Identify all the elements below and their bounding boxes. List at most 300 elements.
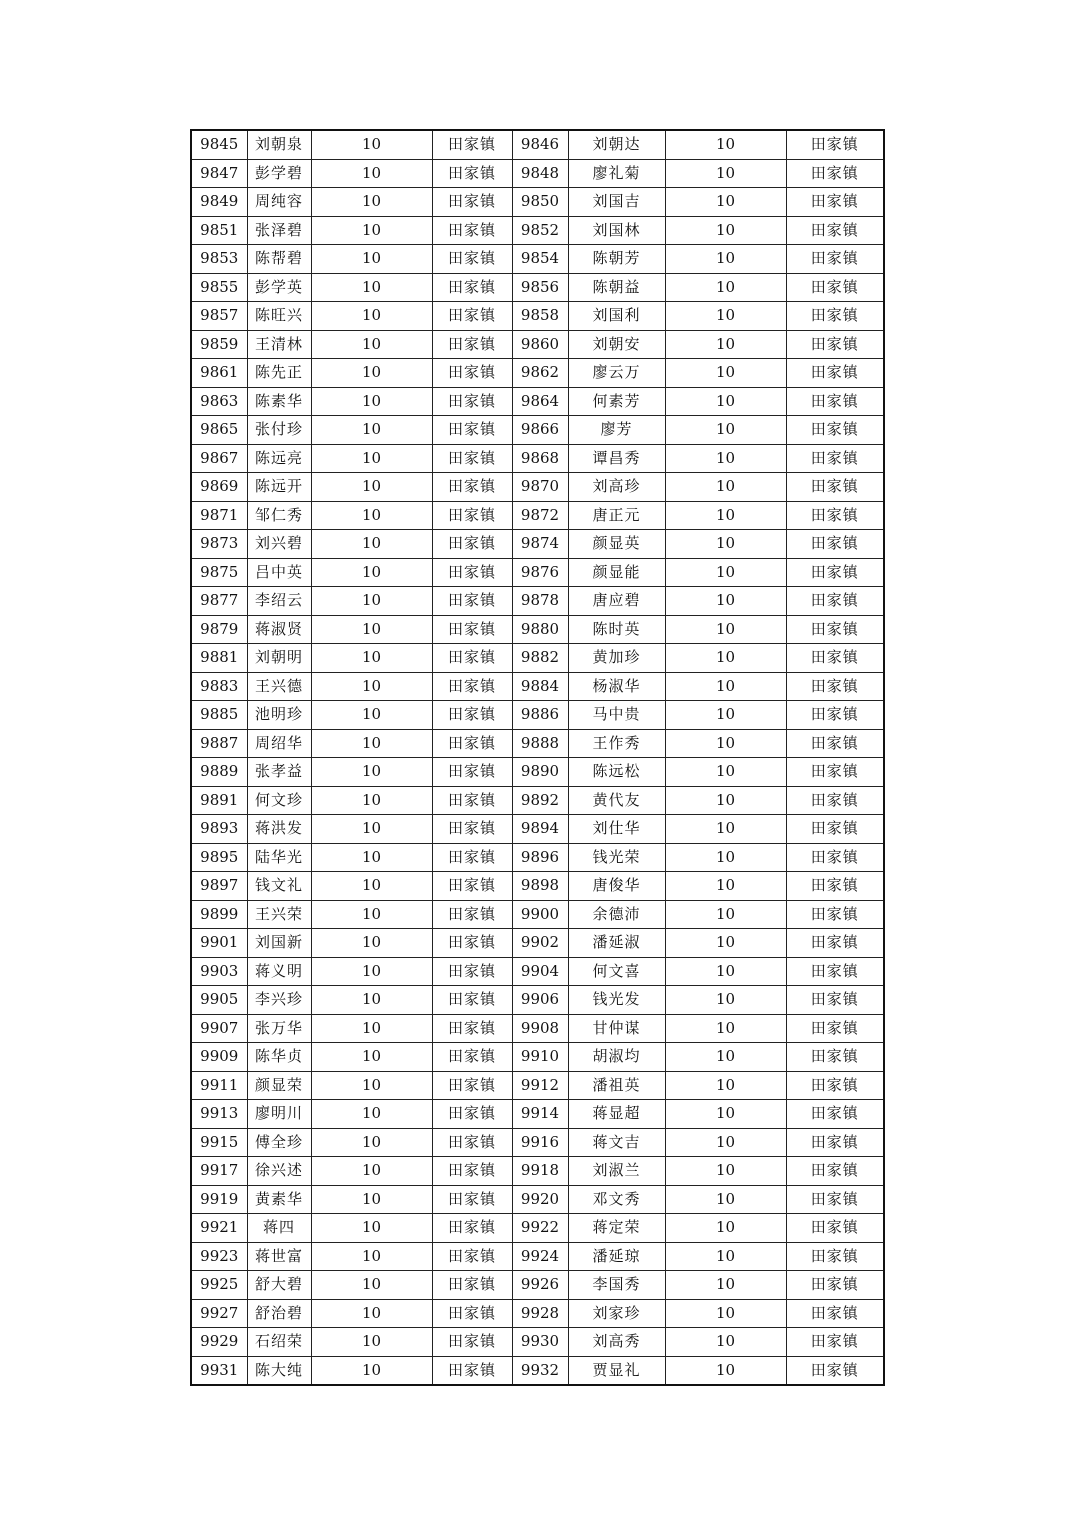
table-row	[191, 615, 884, 644]
person-name-cell: 廖礼菊	[568, 159, 665, 188]
table-row	[191, 986, 884, 1015]
table-row	[191, 1242, 884, 1271]
record-number-cell: 9892	[512, 786, 568, 815]
town-name-cell: 田家镇	[432, 159, 512, 188]
town-name-cell: 田家镇	[432, 359, 512, 388]
person-name-cell: 陆华光	[247, 843, 311, 872]
person-name-cell: 何素芳	[568, 387, 665, 416]
person-name-cell: 廖云万	[568, 359, 665, 388]
town-name-cell: 田家镇	[786, 957, 884, 986]
record-number-cell: 9918	[512, 1157, 568, 1186]
amount-cell: 10	[665, 558, 786, 587]
person-name-cell: 甘仲谋	[568, 1014, 665, 1043]
table-row	[191, 245, 884, 274]
town-name-cell: 田家镇	[432, 302, 512, 331]
town-name-cell: 田家镇	[432, 558, 512, 587]
person-name-cell: 黄代友	[568, 786, 665, 815]
amount-cell: 10	[311, 1356, 432, 1385]
record-number-cell: 9864	[512, 387, 568, 416]
amount-cell: 10	[665, 1242, 786, 1271]
amount-cell: 10	[665, 786, 786, 815]
record-number-cell: 9915	[191, 1128, 247, 1157]
town-name-cell: 田家镇	[432, 1071, 512, 1100]
record-number-cell: 9919	[191, 1185, 247, 1214]
table-row	[191, 1014, 884, 1043]
table-row	[191, 444, 884, 473]
town-name-cell: 田家镇	[786, 1100, 884, 1129]
record-number-cell: 9853	[191, 245, 247, 274]
record-number-cell: 9898	[512, 872, 568, 901]
town-name-cell: 田家镇	[432, 1043, 512, 1072]
record-number-cell: 9910	[512, 1043, 568, 1072]
table-row	[191, 159, 884, 188]
amount-cell: 10	[665, 444, 786, 473]
person-name-cell: 钱光发	[568, 986, 665, 1015]
amount-cell: 10	[665, 872, 786, 901]
person-name-cell: 杨淑华	[568, 672, 665, 701]
amount-cell: 10	[665, 1100, 786, 1129]
person-name-cell: 唐正元	[568, 501, 665, 530]
record-number-cell: 9885	[191, 701, 247, 730]
amount-cell: 10	[311, 815, 432, 844]
record-number-cell: 9886	[512, 701, 568, 730]
amount-cell: 10	[311, 644, 432, 673]
person-name-cell: 刘兴碧	[247, 530, 311, 559]
amount-cell: 10	[665, 843, 786, 872]
person-name-cell: 舒大碧	[247, 1271, 311, 1300]
person-name-cell: 陈素华	[247, 387, 311, 416]
amount-cell: 10	[311, 701, 432, 730]
town-name-cell: 田家镇	[786, 387, 884, 416]
record-number-cell: 9854	[512, 245, 568, 274]
amount-cell: 10	[665, 1271, 786, 1300]
person-name-cell: 颜显荣	[247, 1071, 311, 1100]
record-number-cell: 9893	[191, 815, 247, 844]
person-name-cell: 蒋义明	[247, 957, 311, 986]
record-number-cell: 9923	[191, 1242, 247, 1271]
person-name-cell: 王兴德	[247, 672, 311, 701]
amount-cell: 10	[311, 986, 432, 1015]
town-name-cell: 田家镇	[432, 188, 512, 217]
amount-cell: 10	[665, 729, 786, 758]
town-name-cell: 田家镇	[432, 1128, 512, 1157]
amount-cell: 10	[311, 473, 432, 502]
person-name-cell: 傅全珍	[247, 1128, 311, 1157]
town-name-cell: 田家镇	[786, 1157, 884, 1186]
person-name-cell: 王清林	[247, 330, 311, 359]
town-name-cell: 田家镇	[786, 644, 884, 673]
town-name-cell: 田家镇	[432, 501, 512, 530]
record-number-cell: 9845	[191, 130, 247, 159]
amount-cell: 10	[665, 387, 786, 416]
record-number-cell: 9880	[512, 615, 568, 644]
table-row	[191, 758, 884, 787]
amount-cell: 10	[311, 786, 432, 815]
amount-cell: 10	[665, 130, 786, 159]
record-number-cell: 9927	[191, 1299, 247, 1328]
person-name-cell: 胡淑均	[568, 1043, 665, 1072]
record-number-cell: 9852	[512, 216, 568, 245]
town-name-cell: 田家镇	[432, 530, 512, 559]
amount-cell: 10	[665, 1185, 786, 1214]
table-row	[191, 188, 884, 217]
amount-cell: 10	[665, 273, 786, 302]
table-row	[191, 1157, 884, 1186]
person-name-cell: 李国秀	[568, 1271, 665, 1300]
record-number-cell: 9917	[191, 1157, 247, 1186]
town-name-cell: 田家镇	[786, 843, 884, 872]
town-name-cell: 田家镇	[786, 615, 884, 644]
amount-cell: 10	[665, 216, 786, 245]
table-row	[191, 1071, 884, 1100]
amount-cell: 10	[665, 929, 786, 958]
person-name-cell: 贾显礼	[568, 1356, 665, 1385]
record-number-cell: 9900	[512, 900, 568, 929]
amount-cell: 10	[665, 815, 786, 844]
town-name-cell: 田家镇	[432, 245, 512, 274]
record-number-cell: 9932	[512, 1356, 568, 1385]
record-number-cell: 9905	[191, 986, 247, 1015]
amount-cell: 10	[665, 359, 786, 388]
record-number-cell: 9889	[191, 758, 247, 787]
record-number-cell: 9922	[512, 1214, 568, 1243]
table-row	[191, 273, 884, 302]
amount-cell: 10	[665, 330, 786, 359]
person-name-cell: 蒋世富	[247, 1242, 311, 1271]
town-name-cell: 田家镇	[432, 330, 512, 359]
town-name-cell: 田家镇	[432, 843, 512, 872]
amount-cell: 10	[665, 245, 786, 274]
record-number-cell: 9878	[512, 587, 568, 616]
town-name-cell: 田家镇	[786, 501, 884, 530]
amount-cell: 10	[311, 1071, 432, 1100]
town-name-cell: 田家镇	[786, 1328, 884, 1357]
person-name-cell: 李兴珍	[247, 986, 311, 1015]
town-name-cell: 田家镇	[432, 729, 512, 758]
amount-cell: 10	[311, 501, 432, 530]
amount-cell: 10	[311, 1242, 432, 1271]
person-name-cell: 廖芳	[568, 416, 665, 445]
person-name-cell: 邹仁秀	[247, 501, 311, 530]
town-name-cell: 田家镇	[786, 130, 884, 159]
record-number-cell: 9906	[512, 986, 568, 1015]
record-number-cell: 9879	[191, 615, 247, 644]
town-name-cell: 田家镇	[786, 672, 884, 701]
record-number-cell: 9931	[191, 1356, 247, 1385]
person-name-cell: 李绍云	[247, 587, 311, 616]
person-name-cell: 陈时英	[568, 615, 665, 644]
amount-cell: 10	[311, 1271, 432, 1300]
table-row	[191, 1328, 884, 1357]
record-number-cell: 9851	[191, 216, 247, 245]
town-name-cell: 田家镇	[786, 302, 884, 331]
record-number-cell: 9870	[512, 473, 568, 502]
person-name-cell: 邓文秀	[568, 1185, 665, 1214]
table-row	[191, 587, 884, 616]
amount-cell: 10	[665, 1328, 786, 1357]
person-name-cell: 谭昌秀	[568, 444, 665, 473]
table-row	[191, 957, 884, 986]
amount-cell: 10	[665, 1071, 786, 1100]
record-number-cell: 9887	[191, 729, 247, 758]
town-name-cell: 田家镇	[786, 216, 884, 245]
amount-cell: 10	[311, 929, 432, 958]
town-name-cell: 田家镇	[432, 1214, 512, 1243]
person-name-cell: 陈先正	[247, 359, 311, 388]
amount-cell: 10	[665, 1356, 786, 1385]
person-name-cell: 舒治碧	[247, 1299, 311, 1328]
person-name-cell: 刘淑兰	[568, 1157, 665, 1186]
town-name-cell: 田家镇	[786, 1299, 884, 1328]
person-name-cell: 徐兴述	[247, 1157, 311, 1186]
table-row	[191, 387, 884, 416]
person-name-cell: 潘延淑	[568, 929, 665, 958]
amount-cell: 10	[311, 1157, 432, 1186]
amount-cell: 10	[311, 1185, 432, 1214]
amount-cell: 10	[311, 302, 432, 331]
table-row	[191, 1271, 884, 1300]
amount-cell: 10	[665, 644, 786, 673]
town-name-cell: 田家镇	[432, 130, 512, 159]
town-name-cell: 田家镇	[432, 929, 512, 958]
record-number-cell: 9865	[191, 416, 247, 445]
town-name-cell: 田家镇	[786, 1242, 884, 1271]
person-name-cell: 蒋四	[247, 1214, 311, 1243]
record-number-cell: 9863	[191, 387, 247, 416]
person-name-cell: 石绍荣	[247, 1328, 311, 1357]
amount-cell: 10	[665, 1299, 786, 1328]
amount-cell: 10	[665, 1014, 786, 1043]
person-name-cell: 王作秀	[568, 729, 665, 758]
record-number-cell: 9924	[512, 1242, 568, 1271]
table-row	[191, 530, 884, 559]
amount-cell: 10	[311, 1014, 432, 1043]
person-name-cell: 蒋淑贤	[247, 615, 311, 644]
person-name-cell: 刘国吉	[568, 188, 665, 217]
town-name-cell: 田家镇	[786, 758, 884, 787]
amount-cell: 10	[665, 416, 786, 445]
town-name-cell: 田家镇	[786, 273, 884, 302]
record-number-cell: 9848	[512, 159, 568, 188]
table-row	[191, 130, 884, 159]
record-number-cell: 9912	[512, 1071, 568, 1100]
town-name-cell: 田家镇	[432, 815, 512, 844]
record-number-cell: 9861	[191, 359, 247, 388]
person-name-cell: 马中贵	[568, 701, 665, 730]
record-number-cell: 9882	[512, 644, 568, 673]
record-number-cell: 9911	[191, 1071, 247, 1100]
table-row	[191, 1128, 884, 1157]
table-row	[191, 1214, 884, 1243]
town-name-cell: 田家镇	[786, 1271, 884, 1300]
town-name-cell: 田家镇	[432, 986, 512, 1015]
record-number-cell: 9914	[512, 1100, 568, 1129]
amount-cell: 10	[311, 957, 432, 986]
town-name-cell: 田家镇	[786, 473, 884, 502]
amount-cell: 10	[311, 1128, 432, 1157]
roster-body	[191, 130, 884, 1385]
table-row	[191, 359, 884, 388]
amount-cell: 10	[311, 729, 432, 758]
amount-cell: 10	[311, 387, 432, 416]
town-name-cell: 田家镇	[786, 729, 884, 758]
amount-cell: 10	[311, 1328, 432, 1357]
amount-cell: 10	[311, 330, 432, 359]
amount-cell: 10	[665, 159, 786, 188]
record-number-cell: 9869	[191, 473, 247, 502]
person-name-cell: 周纯容	[247, 188, 311, 217]
record-number-cell: 9847	[191, 159, 247, 188]
amount-cell: 10	[311, 359, 432, 388]
person-name-cell: 刘高秀	[568, 1328, 665, 1357]
record-number-cell: 9858	[512, 302, 568, 331]
table-row	[191, 501, 884, 530]
person-name-cell: 潘祖英	[568, 1071, 665, 1100]
amount-cell: 10	[665, 957, 786, 986]
person-name-cell: 钱文礼	[247, 872, 311, 901]
person-name-cell: 刘朝泉	[247, 130, 311, 159]
record-number-cell: 9868	[512, 444, 568, 473]
town-name-cell: 田家镇	[432, 957, 512, 986]
person-name-cell: 陈旺兴	[247, 302, 311, 331]
person-name-cell: 陈远亮	[247, 444, 311, 473]
amount-cell: 10	[311, 1043, 432, 1072]
amount-cell: 10	[665, 701, 786, 730]
town-name-cell: 田家镇	[432, 701, 512, 730]
record-number-cell: 9929	[191, 1328, 247, 1357]
amount-cell: 10	[311, 900, 432, 929]
record-number-cell: 9855	[191, 273, 247, 302]
town-name-cell: 田家镇	[786, 359, 884, 388]
person-name-cell: 刘国林	[568, 216, 665, 245]
person-name-cell: 唐应碧	[568, 587, 665, 616]
person-name-cell: 池明珍	[247, 701, 311, 730]
record-number-cell: 9930	[512, 1328, 568, 1357]
amount-cell: 10	[311, 558, 432, 587]
amount-cell: 10	[665, 615, 786, 644]
person-name-cell: 唐俊华	[568, 872, 665, 901]
record-number-cell: 9888	[512, 729, 568, 758]
table-row	[191, 929, 884, 958]
record-number-cell: 9849	[191, 188, 247, 217]
record-number-cell: 9859	[191, 330, 247, 359]
person-name-cell: 彭学碧	[247, 159, 311, 188]
town-name-cell: 田家镇	[432, 615, 512, 644]
table-row	[191, 872, 884, 901]
record-number-cell: 9928	[512, 1299, 568, 1328]
record-number-cell: 9890	[512, 758, 568, 787]
person-name-cell: 张付珍	[247, 416, 311, 445]
amount-cell: 10	[311, 1214, 432, 1243]
record-number-cell: 9899	[191, 900, 247, 929]
amount-cell: 10	[311, 188, 432, 217]
amount-cell: 10	[665, 473, 786, 502]
town-name-cell: 田家镇	[432, 1242, 512, 1271]
person-name-cell: 颜显英	[568, 530, 665, 559]
town-name-cell: 田家镇	[786, 416, 884, 445]
town-name-cell: 田家镇	[432, 1100, 512, 1129]
person-name-cell: 刘仕华	[568, 815, 665, 844]
person-name-cell: 张万华	[247, 1014, 311, 1043]
record-number-cell: 9874	[512, 530, 568, 559]
amount-cell: 10	[311, 872, 432, 901]
person-name-cell: 陈朝芳	[568, 245, 665, 274]
record-number-cell: 9866	[512, 416, 568, 445]
table-row	[191, 786, 884, 815]
town-name-cell: 田家镇	[786, 1185, 884, 1214]
town-name-cell: 田家镇	[786, 1071, 884, 1100]
town-name-cell: 田家镇	[786, 530, 884, 559]
town-name-cell: 田家镇	[786, 929, 884, 958]
table-row	[191, 330, 884, 359]
person-name-cell: 颜显能	[568, 558, 665, 587]
person-name-cell: 刘国新	[247, 929, 311, 958]
person-name-cell: 陈大纯	[247, 1356, 311, 1385]
amount-cell: 10	[311, 587, 432, 616]
record-number-cell: 9894	[512, 815, 568, 844]
amount-cell: 10	[311, 416, 432, 445]
table-row	[191, 1299, 884, 1328]
person-name-cell: 王兴荣	[247, 900, 311, 929]
person-name-cell: 刘朝安	[568, 330, 665, 359]
town-name-cell: 田家镇	[786, 330, 884, 359]
town-name-cell: 田家镇	[432, 1328, 512, 1357]
person-name-cell: 周绍华	[247, 729, 311, 758]
table-row	[191, 843, 884, 872]
record-number-cell: 9862	[512, 359, 568, 388]
amount-cell: 10	[665, 1128, 786, 1157]
town-name-cell: 田家镇	[432, 473, 512, 502]
record-number-cell: 9908	[512, 1014, 568, 1043]
person-name-cell: 潘延琼	[568, 1242, 665, 1271]
town-name-cell: 田家镇	[432, 216, 512, 245]
town-name-cell: 田家镇	[786, 444, 884, 473]
person-name-cell: 陈帮碧	[247, 245, 311, 274]
person-name-cell: 陈远松	[568, 758, 665, 787]
record-number-cell: 9876	[512, 558, 568, 587]
town-name-cell: 田家镇	[432, 387, 512, 416]
record-number-cell: 9913	[191, 1100, 247, 1129]
town-name-cell: 田家镇	[432, 900, 512, 929]
town-name-cell: 田家镇	[432, 1014, 512, 1043]
amount-cell: 10	[311, 1299, 432, 1328]
town-name-cell: 田家镇	[786, 986, 884, 1015]
table-row	[191, 900, 884, 929]
record-number-cell: 9909	[191, 1043, 247, 1072]
amount-cell: 10	[311, 273, 432, 302]
amount-cell: 10	[665, 587, 786, 616]
table-row	[191, 729, 884, 758]
town-name-cell: 田家镇	[432, 587, 512, 616]
record-number-cell: 9856	[512, 273, 568, 302]
person-name-cell: 陈朝益	[568, 273, 665, 302]
record-number-cell: 9871	[191, 501, 247, 530]
table-row	[191, 302, 884, 331]
amount-cell: 10	[665, 188, 786, 217]
person-name-cell: 何文喜	[568, 957, 665, 986]
person-name-cell: 余德沛	[568, 900, 665, 929]
town-name-cell: 田家镇	[432, 644, 512, 673]
table-row	[191, 416, 884, 445]
amount-cell: 10	[311, 615, 432, 644]
amount-cell: 10	[311, 530, 432, 559]
town-name-cell: 田家镇	[786, 558, 884, 587]
person-name-cell: 刘朝达	[568, 130, 665, 159]
person-name-cell: 黄加珍	[568, 644, 665, 673]
record-number-cell: 9895	[191, 843, 247, 872]
person-name-cell: 张泽碧	[247, 216, 311, 245]
amount-cell: 10	[311, 130, 432, 159]
